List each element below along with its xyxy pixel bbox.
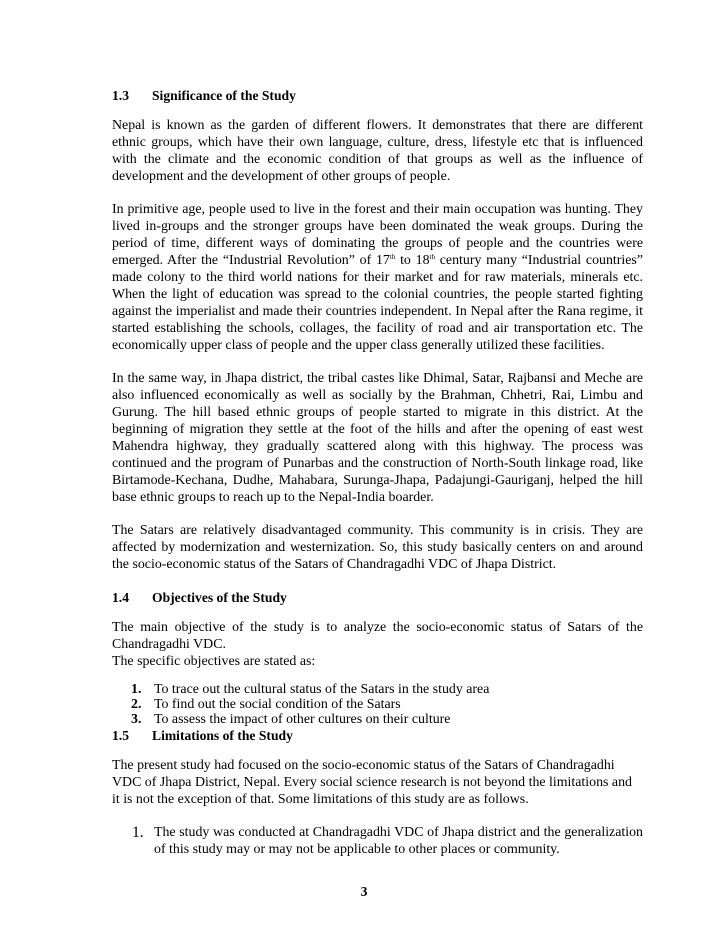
paragraph-limitations: The present study had focused on the socio-economic status of the Satars of Chandragadhi VDC of Jhapa District, Nepal. Every social science research is not beyond the limitations and it is not the exception of that. Some limitations of this study are as follows. xyxy=(112,758,632,808)
limitations-list xyxy=(112,824,643,858)
list-item: 1. The study was conducted at Chandragadhi VDC of Jhapa district and the generalization of this study may or may not be applicable to other places or community. xyxy=(132,824,643,858)
section-heading-1-4 xyxy=(112,589,643,606)
objectives-list xyxy=(112,683,643,727)
list-item: 2. To find out the social condition of the Satars xyxy=(131,696,401,712)
page-number: 3 xyxy=(360,884,368,899)
paragraph-significance-3: In the same way, in Jhapa district, the tribal castes like Dhimal, Satar, Rajbansi and Meche are also influenced economically as well as socially by the Brahman, Chhetri, Rai, Limbu and Gurung. The hill based ethnic groups of people started to migrate in this district. At the beginning of migration they settle at the foot of the hills and after the opening of east west Mahendra highway, they gradually scattered along with this highway. The process was continued and the program of Punarbas and the construction of North-South linkage road, like Birtamode-Kechana, Dudhe, Mahabara, Surunga-Jhapa, Padajungi-Gauriganj, helped the hill base ethnic groups to reach up to the Nepal-India boarder. xyxy=(112,371,643,505)
section-title: Limitations of the Study xyxy=(152,728,293,744)
paragraph-significance-1: Nepal is known as the garden of different flowers. It demonstrates that there are different ethnic groups, which have their own language, culture, dress, lifestyle etc that is influenced with the climate and the economic condition of that groups as well as the influence of development and the development of other groups of people. xyxy=(112,118,643,184)
section-number: 1.4 xyxy=(112,590,129,605)
section-number: 1.3 xyxy=(112,88,129,103)
section-number: 1.5 xyxy=(112,728,129,744)
section-title: Significance of the Study xyxy=(152,88,296,103)
section-title: Objectives of the Study xyxy=(152,590,287,605)
page-content xyxy=(112,87,643,858)
list-item: 1. To trace out the cultural status of the Satars in the study area xyxy=(131,682,490,697)
paragraph-significance-4: The Satars are relatively disadvantaged community. This community is in crisis. They are affected by modernization and westernization. So, this study basically centers on and around the socio-economic status of the Satars of Chandragadhi VDC of Jhapa District. xyxy=(112,523,643,572)
paragraph-significance-2: In primitive age, people used to live in the forest and their main occupation was hunting. They lived in-groups and the stronger groups have been dominated the weak groups. During the period of time, different ways of dominating the groups of people and the countries were emerged. After the “Industrial Revolution” of 17th to 18th century many “Industrial countries” made colony to the third world nations for their market and for raw materials, minerals etc. When the light of education was spread to the colonial countries, the people started fighting against the imperialist and made their countries independent. In Nepal after the Rana regime, it started establishing the schools, collages, the facility of road and air transportation etc. The economically upper class of people and the upper class generally utilized these facilities. xyxy=(112,202,644,353)
objectives-intro: The specific objectives are stated as: xyxy=(112,654,316,669)
list-item: 3. To assess the impact of other cultures on their culture xyxy=(131,711,451,727)
paragraph-objectives: The main objective of the study is to analyze the socio-economic status of Satars of the Chandragadhi VDC. xyxy=(112,620,643,652)
section-heading-1-3 xyxy=(112,87,643,104)
section-heading-1-5 xyxy=(112,727,643,744)
